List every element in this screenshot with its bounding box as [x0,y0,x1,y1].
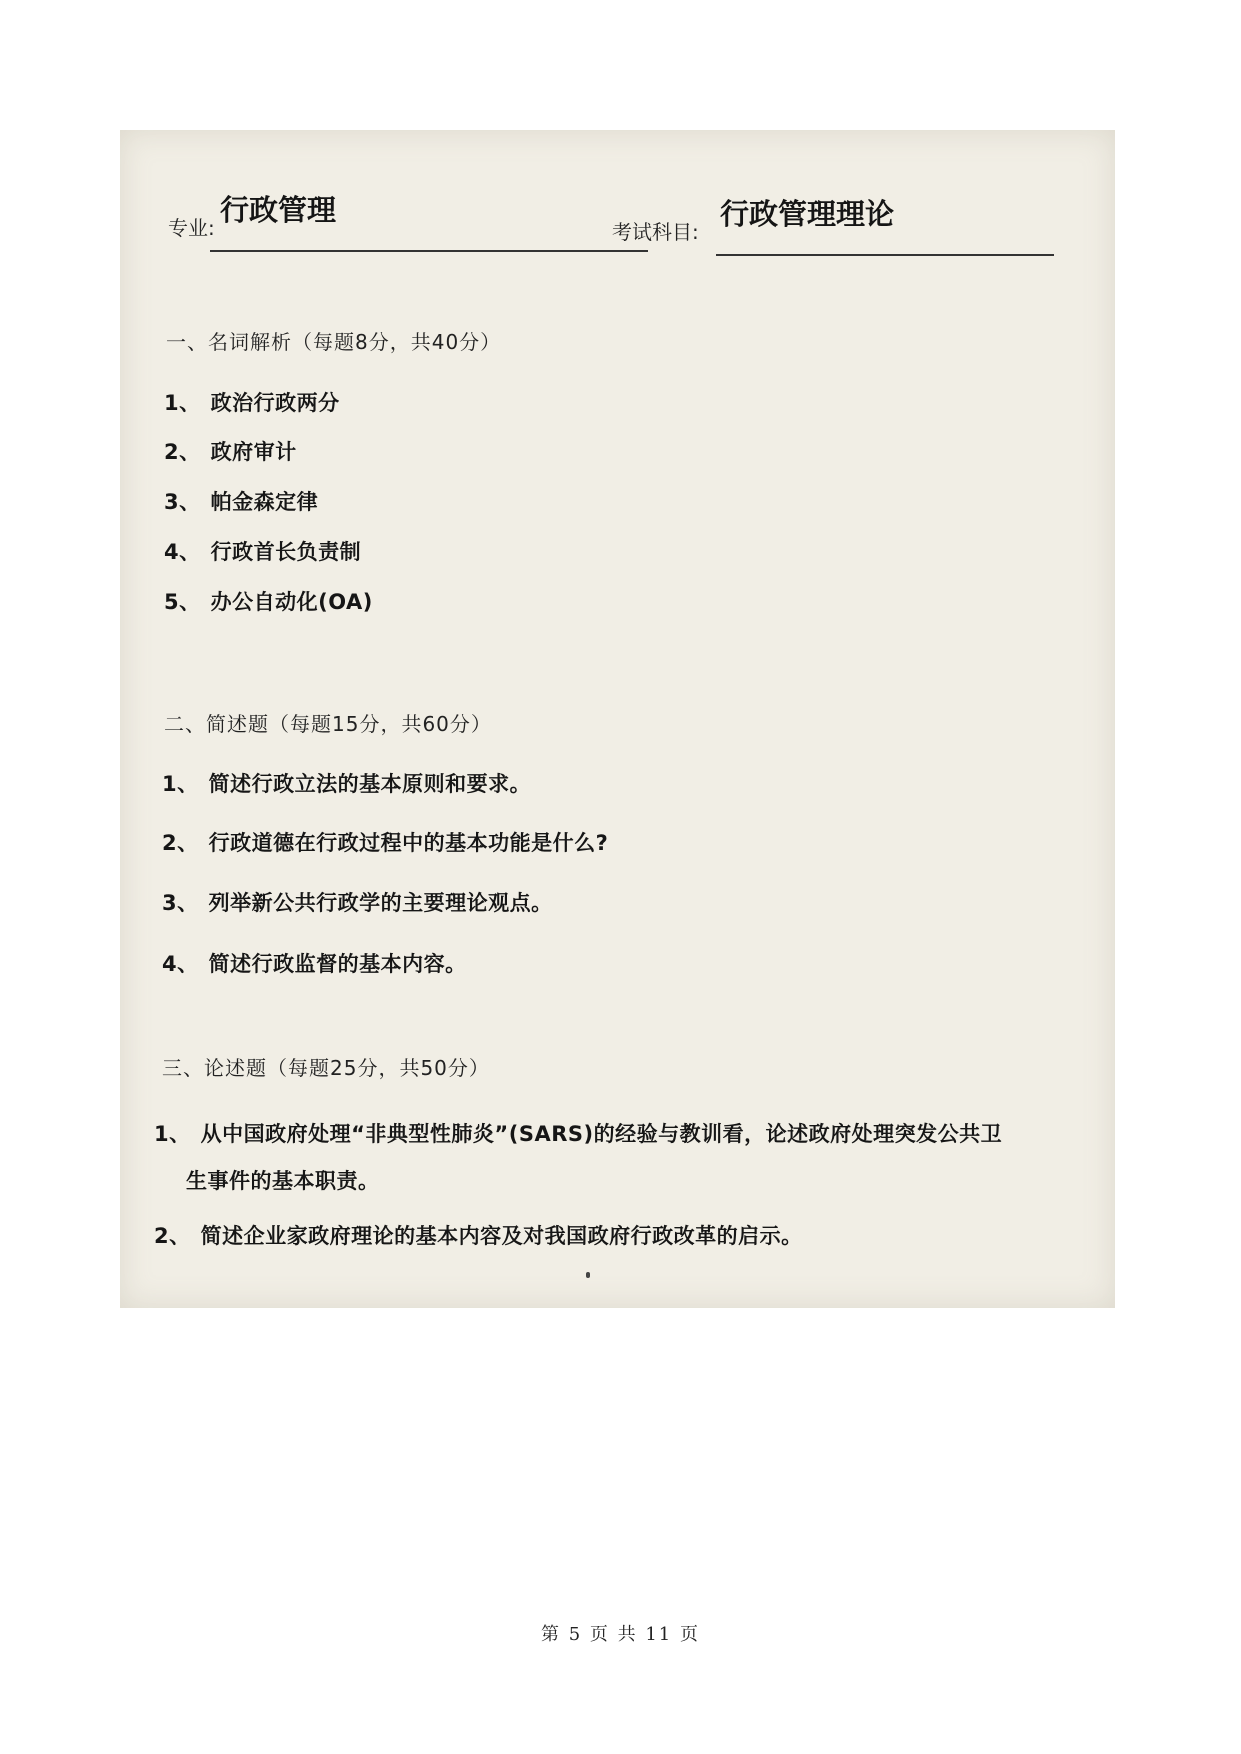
major-value: 行政管理 [220,193,337,227]
question-item: 4、 行政首长负责制 [164,540,362,564]
question-item: 4、 简述行政监督的基本内容。 [162,952,467,976]
scanned-exam-page [120,130,1115,1308]
question-item: 1、 政治行政两分 [164,391,340,415]
question-item: 3、 列举新公共行政学的主要理论观点。 [162,891,553,915]
scan-speck [586,1272,590,1278]
question-item: 1、 从中国政府处理“非典型性肺炎”(SARS)的经验与教训看，论述政府处理突发公共卫 [154,1122,1003,1146]
section-title-short-answer: 二、简述题（每题15分，共60分） [164,712,492,736]
question-item: 1、 简述行政立法的基本原则和要求。 [162,772,532,796]
subject-value: 行政管理理论 [720,197,895,231]
section-title-essay: 三、论述题（每题25分，共50分） [162,1056,490,1080]
question-item: 2、 政府审计 [164,440,297,464]
question-item: 2、 简述企业家政府理论的基本内容及对我国政府行政改革的启示。 [154,1224,803,1248]
question-item: 5、 办公自动化(OA) [164,590,373,614]
subject-label: 考试科目: [612,220,699,244]
major-label: 专业: [168,216,215,240]
major-underline [210,250,648,252]
question-item: 3、 帕金森定律 [164,490,319,514]
exam-header [120,178,1115,258]
page-number-footer: 第 5 页 共 11 页 [541,1624,700,1645]
subject-underline [716,254,1054,256]
question-item: 2、 行政道德在行政过程中的基本功能是什么? [162,831,609,855]
section-title-terms: 一、名词解析（每题8分，共40分） [166,330,502,354]
question-item-continuation: 生事件的基本职责。 [186,1169,380,1193]
